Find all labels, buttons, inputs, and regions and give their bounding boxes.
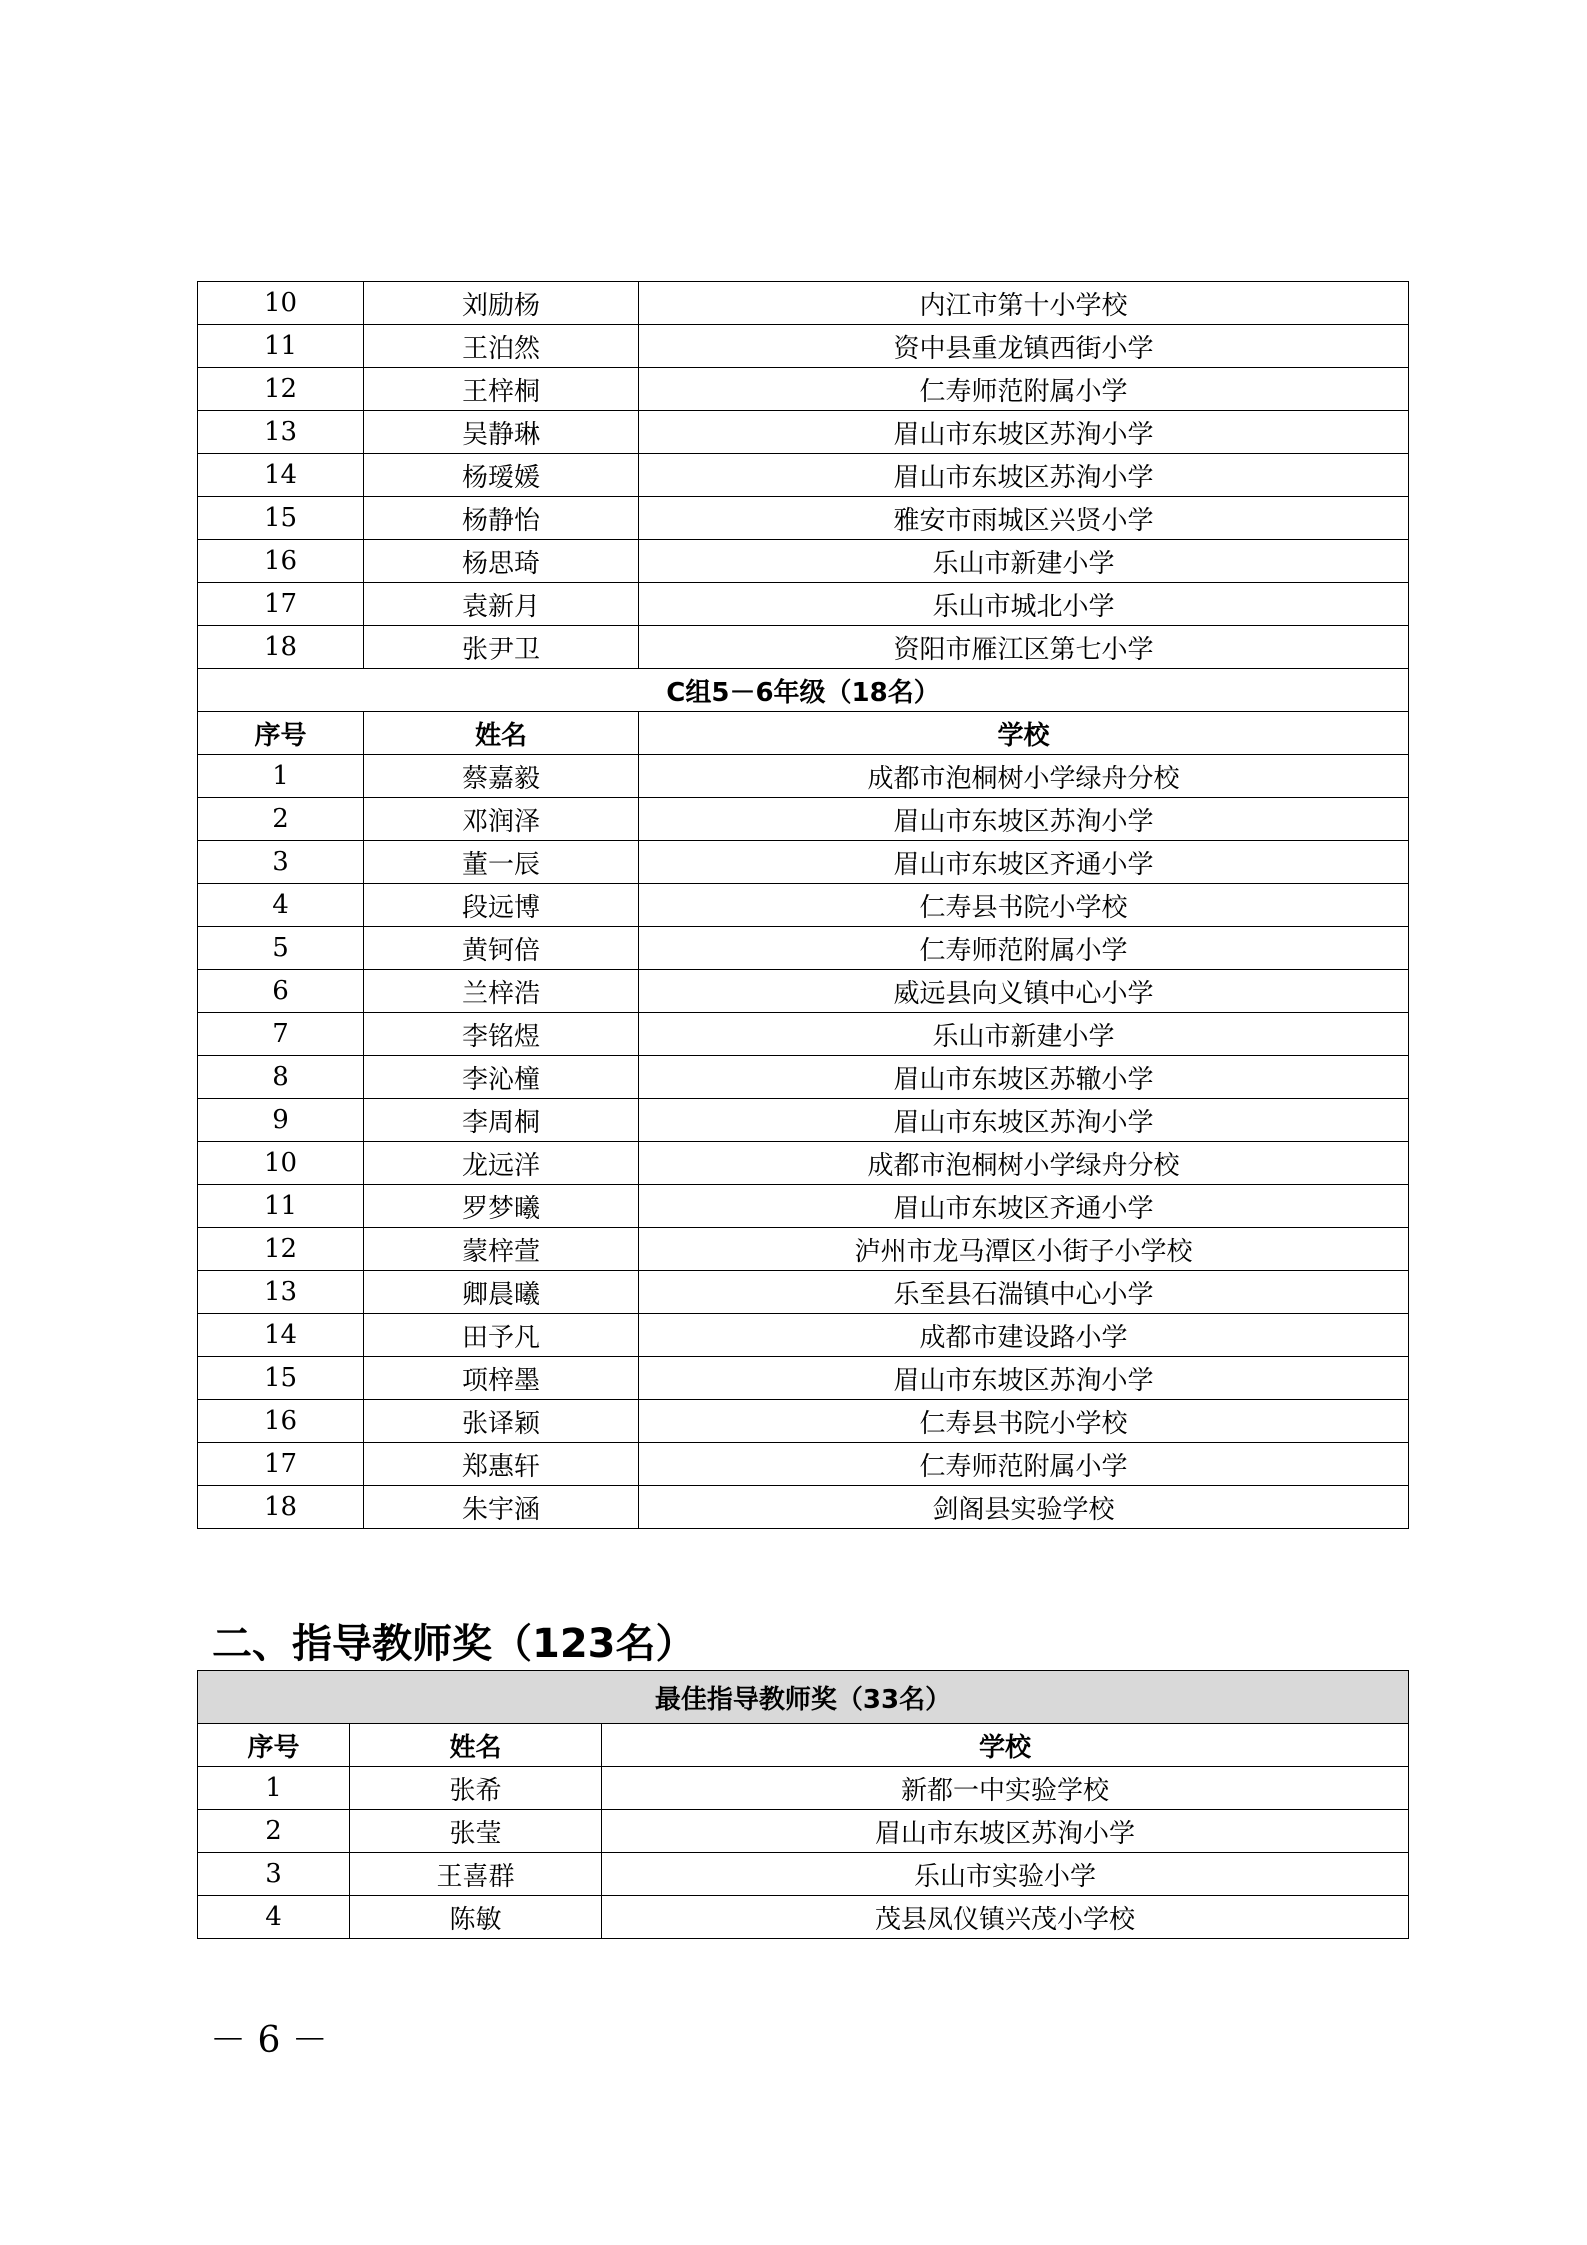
table-row	[198, 884, 1409, 927]
cell-no: 3	[198, 1853, 350, 1896]
cell-school: 乐至县石湍镇中心小学	[639, 1271, 1409, 1314]
cell-name: 张希	[350, 1767, 602, 1810]
cell-name: 吴静琳	[364, 411, 639, 454]
cell-name: 杨静怡	[364, 497, 639, 540]
table-row	[198, 1314, 1409, 1357]
cell-no: 10	[198, 282, 364, 325]
table-row	[198, 1896, 1409, 1939]
table-row	[198, 626, 1409, 669]
header-no: 序号	[198, 1724, 350, 1767]
table-row	[198, 1443, 1409, 1486]
section-heading-teacher-award: 二、指导教师奖（123名）	[212, 1621, 696, 1667]
cell-school: 威远县向义镇中心小学	[639, 970, 1409, 1013]
table-row	[198, 1013, 1409, 1056]
cell-name: 卿晨曦	[364, 1271, 639, 1314]
table-row	[198, 1400, 1409, 1443]
table-row	[198, 1486, 1409, 1529]
cell-name: 罗梦曦	[364, 1185, 639, 1228]
table-row	[198, 1810, 1409, 1853]
cell-name: 袁新月	[364, 583, 639, 626]
cell-no: 1	[198, 1767, 350, 1810]
cell-name: 段远博	[364, 884, 639, 927]
cell-name: 王喜群	[350, 1853, 602, 1896]
table-row	[198, 1185, 1409, 1228]
table-row	[198, 368, 1409, 411]
cell-name: 朱宇涵	[364, 1486, 639, 1529]
cell-no: 18	[198, 626, 364, 669]
cell-name: 董一辰	[364, 841, 639, 884]
cell-no: 17	[198, 583, 364, 626]
group-title-row	[198, 669, 1409, 712]
cell-no: 6	[198, 970, 364, 1013]
cell-no: 13	[198, 411, 364, 454]
cell-name: 蒙梓萱	[364, 1228, 639, 1271]
cell-name: 黄钶倍	[364, 927, 639, 970]
cell-school: 仁寿师范附属小学	[639, 368, 1409, 411]
cell-school: 仁寿师范附属小学	[639, 927, 1409, 970]
table-row	[198, 970, 1409, 1013]
cell-no: 12	[198, 368, 364, 411]
cell-school: 泸州市龙马潭区小街子小学校	[639, 1228, 1409, 1271]
cell-school: 乐山市城北小学	[639, 583, 1409, 626]
cell-no: 2	[198, 798, 364, 841]
table-header-row	[198, 1724, 1409, 1767]
best-teacher-award-title: 最佳指导教师奖（33名）	[198, 1671, 1409, 1724]
cell-school: 雅安市雨城区兴贤小学	[639, 497, 1409, 540]
table-row	[198, 1271, 1409, 1314]
table2-body	[198, 1671, 1409, 1939]
cell-name: 李周桐	[364, 1099, 639, 1142]
cell-no: 14	[198, 454, 364, 497]
table-row	[198, 325, 1409, 368]
table-row	[198, 497, 1409, 540]
header-no: 序号	[198, 712, 364, 755]
cell-name: 杨瑷媛	[364, 454, 639, 497]
cell-name: 刘励杨	[364, 282, 639, 325]
cell-school: 眉山市东坡区苏辙小学	[639, 1056, 1409, 1099]
cell-school: 眉山市东坡区苏洵小学	[639, 411, 1409, 454]
cell-no: 2	[198, 1810, 350, 1853]
table-row	[198, 583, 1409, 626]
table-row	[198, 454, 1409, 497]
table-row	[198, 927, 1409, 970]
cell-no: 1	[198, 755, 364, 798]
cell-no: 16	[198, 540, 364, 583]
table-header-row	[198, 712, 1409, 755]
cell-no: 16	[198, 1400, 364, 1443]
cell-name: 李沁橦	[364, 1056, 639, 1099]
cell-name: 张莹	[350, 1810, 602, 1853]
cell-school: 成都市泡桐树小学绿舟分校	[639, 1142, 1409, 1185]
cell-school: 眉山市东坡区苏洵小学	[639, 1099, 1409, 1142]
table-row	[198, 798, 1409, 841]
cell-school: 茂县凤仪镇兴茂小学校	[602, 1896, 1409, 1939]
header-school: 学校	[602, 1724, 1409, 1767]
cell-school: 剑阁县实验学校	[639, 1486, 1409, 1529]
cell-name: 田予凡	[364, 1314, 639, 1357]
cell-no: 15	[198, 1357, 364, 1400]
cell-school: 眉山市东坡区苏洵小学	[639, 1357, 1409, 1400]
cell-name: 兰梓浩	[364, 970, 639, 1013]
cell-no: 10	[198, 1142, 364, 1185]
cell-school: 成都市建设路小学	[639, 1314, 1409, 1357]
cell-school: 眉山市东坡区齐通小学	[639, 841, 1409, 884]
header-school: 学校	[639, 712, 1409, 755]
cell-no: 3	[198, 841, 364, 884]
cell-school: 资中县重龙镇西街小学	[639, 325, 1409, 368]
table-title-row	[198, 1671, 1409, 1724]
cell-school: 资阳市雁江区第七小学	[639, 626, 1409, 669]
cell-no: 14	[198, 1314, 364, 1357]
cell-name: 张译颖	[364, 1400, 639, 1443]
table-row	[198, 1142, 1409, 1185]
header-name: 姓名	[350, 1724, 602, 1767]
table-row	[198, 1099, 1409, 1142]
cell-no: 17	[198, 1443, 364, 1486]
table-row	[198, 411, 1409, 454]
cell-name: 龙远洋	[364, 1142, 639, 1185]
cell-name: 李铭煜	[364, 1013, 639, 1056]
cell-name: 蔡嘉毅	[364, 755, 639, 798]
table-row	[198, 755, 1409, 798]
cell-no: 12	[198, 1228, 364, 1271]
cell-no: 11	[198, 325, 364, 368]
cell-school: 眉山市东坡区苏洵小学	[602, 1810, 1409, 1853]
cell-name: 郑惠轩	[364, 1443, 639, 1486]
cell-no: 13	[198, 1271, 364, 1314]
cell-school: 眉山市东坡区苏洵小学	[639, 454, 1409, 497]
cell-no: 8	[198, 1056, 364, 1099]
cell-school: 眉山市东坡区苏洵小学	[639, 798, 1409, 841]
page-number: － 6 －	[210, 2020, 328, 2061]
award-table-students	[197, 281, 1409, 1529]
cell-school: 仁寿县书院小学校	[639, 884, 1409, 927]
table-row	[198, 540, 1409, 583]
award-table-teachers	[197, 1670, 1409, 1939]
cell-name: 邓润泽	[364, 798, 639, 841]
cell-school: 眉山市东坡区齐通小学	[639, 1185, 1409, 1228]
table-row	[198, 1853, 1409, 1896]
cell-school: 新都一中实验学校	[602, 1767, 1409, 1810]
cell-school: 仁寿县书院小学校	[639, 1400, 1409, 1443]
cell-no: 7	[198, 1013, 364, 1056]
cell-name: 张尹卫	[364, 626, 639, 669]
cell-name: 陈敏	[350, 1896, 602, 1939]
cell-no: 9	[198, 1099, 364, 1142]
cell-name: 项梓墨	[364, 1357, 639, 1400]
table-row	[198, 1767, 1409, 1810]
cell-name: 杨思琦	[364, 540, 639, 583]
table-row	[198, 841, 1409, 884]
cell-no: 11	[198, 1185, 364, 1228]
cell-school: 乐山市实验小学	[602, 1853, 1409, 1896]
table-row	[198, 1228, 1409, 1271]
cell-name: 王泊然	[364, 325, 639, 368]
cell-name: 王梓桐	[364, 368, 639, 411]
cell-school: 内江市第十小学校	[639, 282, 1409, 325]
cell-no: 4	[198, 884, 364, 927]
group-c-title: C组5－6年级（18名）	[198, 669, 1409, 712]
cell-no: 15	[198, 497, 364, 540]
cell-no: 5	[198, 927, 364, 970]
cell-no: 4	[198, 1896, 350, 1939]
table1-body	[198, 282, 1409, 1529]
cell-school: 仁寿师范附属小学	[639, 1443, 1409, 1486]
cell-school: 乐山市新建小学	[639, 1013, 1409, 1056]
cell-school: 成都市泡桐树小学绿舟分校	[639, 755, 1409, 798]
table-row	[198, 282, 1409, 325]
table-row	[198, 1056, 1409, 1099]
cell-no: 18	[198, 1486, 364, 1529]
cell-school: 乐山市新建小学	[639, 540, 1409, 583]
table-row	[198, 1357, 1409, 1400]
header-name: 姓名	[364, 712, 639, 755]
